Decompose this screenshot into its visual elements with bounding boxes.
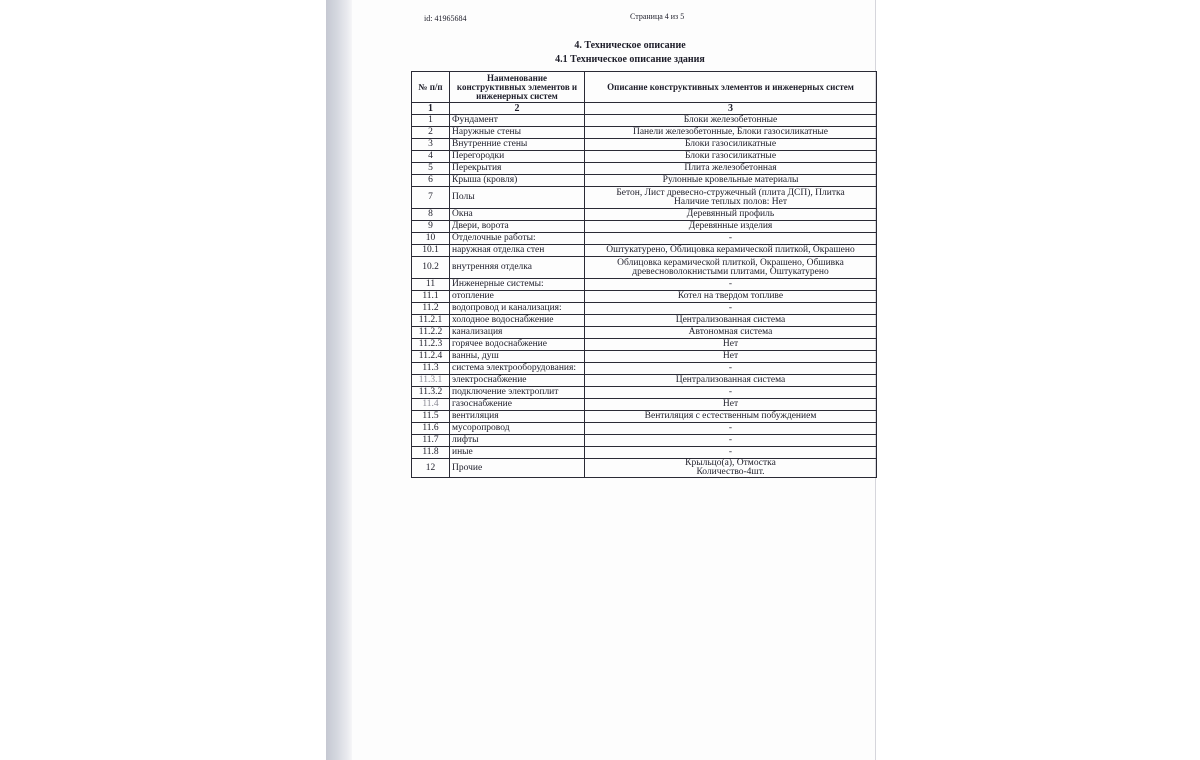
- row-name: вентиляция: [450, 411, 585, 423]
- row-name: Фундамент: [450, 115, 585, 127]
- table-row: [412, 245, 877, 257]
- row-number: 4: [412, 151, 450, 163]
- row-description: [585, 187, 877, 209]
- column-index: 1: [412, 103, 450, 115]
- table-row: [412, 115, 877, 127]
- row-description: Централизованная система: [585, 375, 877, 387]
- row-description: Блоки газосиликатные: [585, 151, 877, 163]
- table-row: [412, 327, 877, 339]
- row-description: Рулонные кровельные материалы: [585, 175, 877, 187]
- row-number: 2: [412, 127, 450, 139]
- row-name: электроснабжение: [450, 375, 585, 387]
- row-number: 5: [412, 163, 450, 175]
- row-description: -: [585, 303, 877, 315]
- column-index: 3: [585, 103, 877, 115]
- row-number: 7: [412, 187, 450, 209]
- column-header-name: Наименование конструктивных элементов и инженерных систем: [450, 72, 585, 103]
- table-row: [412, 209, 877, 221]
- table-row: [412, 139, 877, 151]
- row-description-line: Облицовка керамической плиткой, Окрашено, Обшивка: [617, 257, 844, 268]
- row-name: отопление: [450, 291, 585, 303]
- table-row: [412, 257, 877, 279]
- table-row: [412, 291, 877, 303]
- row-name: Наружные стены: [450, 127, 585, 139]
- table-row: [412, 399, 877, 411]
- row-number: 11.3.2: [412, 387, 450, 399]
- row-name: Окна: [450, 209, 585, 221]
- row-description: -: [585, 233, 877, 245]
- row-description: -: [585, 387, 877, 399]
- row-name: Внутренние стены: [450, 139, 585, 151]
- row-name: Крыша (кровля): [450, 175, 585, 187]
- row-name: Отделочные работы:: [450, 233, 585, 245]
- column-index: 2: [450, 103, 585, 115]
- row-description: -: [585, 447, 877, 459]
- table-row: [412, 279, 877, 291]
- table-row: [412, 423, 877, 435]
- row-number: 11.2.2: [412, 327, 450, 339]
- row-description-line: Бетон, Лист древесно-стружечный (плита ДСП), Плитка: [616, 187, 845, 198]
- row-description: Деревянный профиль: [585, 209, 877, 221]
- row-number: 10.2: [412, 257, 450, 279]
- row-name: подключение электроплит: [450, 387, 585, 399]
- row-number: 6: [412, 175, 450, 187]
- row-description: Нет: [585, 351, 877, 363]
- row-name: наружная отделка стен: [450, 245, 585, 257]
- page-binding-strip: [326, 0, 352, 760]
- row-name: внутренняя отделка: [450, 257, 585, 279]
- row-description-line: Наличие теплых полов: Нет: [673, 196, 788, 207]
- row-description-line: Количество-4шт.: [696, 467, 765, 477]
- table-row: [412, 233, 877, 245]
- row-description: Деревянные изделия: [585, 221, 877, 233]
- row-description: Оштукатурено, Облицовка керамической плиткой, Окрашено: [585, 245, 877, 257]
- column-header-number: № п/п: [412, 72, 450, 103]
- row-number: 11.6: [412, 423, 450, 435]
- row-description: [585, 257, 877, 279]
- column-header-description: Описание конструктивных элементов и инженерных систем: [585, 72, 877, 103]
- row-number: 11.2.1: [412, 315, 450, 327]
- row-number: 9: [412, 221, 450, 233]
- row-number: 11.1: [412, 291, 450, 303]
- row-number: 11.7: [412, 435, 450, 447]
- table-row: [412, 351, 877, 363]
- row-name: лифты: [450, 435, 585, 447]
- row-name: горячее водоснабжение: [450, 339, 585, 351]
- document-id: id: 41965684: [424, 14, 467, 23]
- row-number: 11.2.4: [412, 351, 450, 363]
- table-row: [412, 447, 877, 459]
- row-name: водопровод и канализация:: [450, 303, 585, 315]
- table-row: [412, 163, 877, 175]
- table-row: [412, 151, 877, 163]
- row-number: 11.4: [412, 399, 450, 411]
- row-number: 11: [412, 279, 450, 291]
- table-row: [412, 387, 877, 399]
- row-number: 11.3: [412, 363, 450, 375]
- row-number: 11.3.1: [412, 375, 450, 387]
- table-row: [412, 315, 877, 327]
- row-description-line: древесноволокнистыми плитами, Оштукатурено: [632, 266, 829, 277]
- row-number: 8: [412, 209, 450, 221]
- row-name: иные: [450, 447, 585, 459]
- section-title: 4. Техническое описание: [574, 40, 686, 51]
- row-name: Перекрытия: [450, 163, 585, 175]
- row-number: 10.1: [412, 245, 450, 257]
- table-row: [412, 221, 877, 233]
- row-number: 10: [412, 233, 450, 245]
- subsection-title: 4.1 Техническое описание здания: [555, 54, 705, 65]
- row-description: -: [585, 423, 877, 435]
- row-description-line: Крыльцо(а), Отмостка: [685, 458, 776, 468]
- row-name: ванны, душ: [450, 351, 585, 363]
- table-row: [412, 127, 877, 139]
- row-description: Автономная система: [585, 327, 877, 339]
- table-row: [412, 175, 877, 187]
- table-row: [412, 435, 877, 447]
- row-number: 1: [412, 115, 450, 127]
- table-row: [412, 411, 877, 423]
- row-description: Котел на твердом топливе: [585, 291, 877, 303]
- row-name: Двери, ворота: [450, 221, 585, 233]
- table-row: [412, 339, 877, 351]
- table-header-row: [412, 72, 877, 103]
- row-description: Вентиляция с естественным побуждением: [585, 411, 877, 423]
- table-row: [412, 459, 877, 478]
- row-number: 11.8: [412, 447, 450, 459]
- row-name: газоснабжение: [450, 399, 585, 411]
- row-description: Блоки газосиликатные: [585, 139, 877, 151]
- row-name: канализация: [450, 327, 585, 339]
- table-row: [412, 187, 877, 209]
- row-description: -: [585, 435, 877, 447]
- page-counter: Страница 4 из 5: [630, 12, 685, 21]
- table-row: [412, 375, 877, 387]
- row-name: Прочие: [450, 459, 585, 478]
- row-number: 11.2: [412, 303, 450, 315]
- column-index-row: [412, 103, 877, 115]
- row-description: [585, 459, 877, 478]
- row-number: 3: [412, 139, 450, 151]
- table-row: [412, 303, 877, 315]
- row-description: Нет: [585, 399, 877, 411]
- row-number: 11.5: [412, 411, 450, 423]
- row-number: 12: [412, 459, 450, 478]
- row-name: холодное водоснабжение: [450, 315, 585, 327]
- row-name: Полы: [450, 187, 585, 209]
- row-description: Плита железобетонная: [585, 163, 877, 175]
- row-description: Блоки железобетонные: [585, 115, 877, 127]
- row-description: -: [585, 279, 877, 291]
- technical-description-table: [411, 71, 877, 478]
- table-row: [412, 363, 877, 375]
- row-name: система электрооборудования:: [450, 363, 585, 375]
- row-name: Инженерные системы:: [450, 279, 585, 291]
- row-description: Нет: [585, 339, 877, 351]
- row-name: Перегородки: [450, 151, 585, 163]
- row-name: мусоропровод: [450, 423, 585, 435]
- row-description: Панели железобетонные, Блоки газосиликатные: [585, 127, 877, 139]
- row-description: -: [585, 363, 877, 375]
- row-number: 11.2.3: [412, 339, 450, 351]
- row-description: Централизованная система: [585, 315, 877, 327]
